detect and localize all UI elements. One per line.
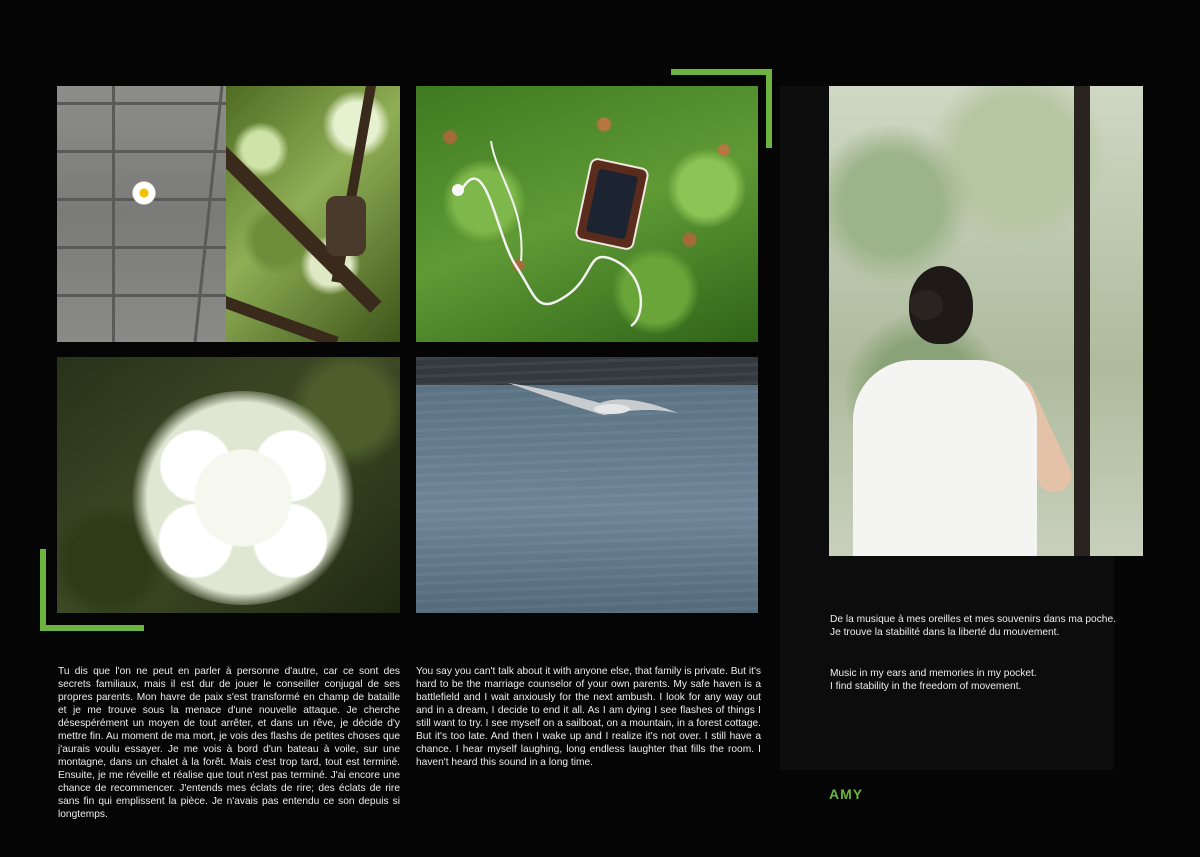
author-name: AMY <box>829 786 864 802</box>
daisy-icon <box>131 180 157 206</box>
window-frame <box>1074 86 1090 556</box>
pavement-daisy-photo <box>57 86 226 342</box>
green-corner-bracket-bottom-left <box>40 549 144 631</box>
english-caption <box>830 667 1130 693</box>
english-caption-line-1: Music in my ears and memories in my pocket. <box>830 668 1037 679</box>
white-flower-icon <box>125 391 361 605</box>
pavement-joint <box>194 86 224 342</box>
pavement-joint <box>112 86 115 342</box>
french-caption <box>830 613 1130 639</box>
gull-over-water-photo <box>416 357 758 613</box>
woman-at-window-photo <box>829 86 1143 556</box>
climber-figure <box>326 196 366 256</box>
english-caption-line-2: I find stability in the freedom of movement. <box>830 681 1022 692</box>
french-caption-line-2: Je trouve la stabilité dans la liberté du mouvement. <box>830 627 1060 638</box>
french-story-text: Tu dis que l'on ne peut en parler à personne d'autre, car ce sont des secrets familiaux, mais il est dur de jouer le conseiller conjugal de ses propres parents. Mon havre de paix s'est transformé en champ de bataille et je me trouve sous la menace d'une nouvelle attaque. Je cherche désespérément un moyen de tout arrêter, et dans un rêve, je décide d'y mettre fin. Au moment de ma mort, je vois des flashs de petites choses que j'aurais voulu essayer. Je me vois à bord d'un bateau à voile, sur une montagne, dans un chalet à la forêt. Mais c'est trop tard, tout est terminé. Ensuite, je me réveille et réalise que tout n'est pas terminé. J'ai encore une chance de recommencer. J'entends mes éclats de rire; des éclats de rire sans fin qui emplissent la pièce. Je n'avais pas entendu ce son depuis si longtemps. <box>58 666 400 820</box>
tree-branch <box>226 296 339 342</box>
hair-bun <box>909 290 943 320</box>
gull-icon <box>508 375 678 415</box>
green-corner-bracket-top-right <box>671 69 772 148</box>
white-hoodie <box>853 360 1037 556</box>
english-story-text: You say you can't talk about it with anyone else, that family is private. But it's hard to be the marriage counselor of your own parents. My safe haven is a battlefield and I wait anxiously for the next ambush. I look for any way out and in a dream, I decide to end it all. As I am dying I see flashes of things I still want to try. I see myself on a sailboat, on a mountain, in a forest cottage. But it's too late. And then I wake up and I realize it's not over. I still have a chance. I hear myself laughing, long endless laughter that fills the room. I haven't heard this sound in a long time. <box>416 666 761 768</box>
tree-climber-photo <box>226 86 400 342</box>
phone-screen <box>586 169 638 240</box>
french-caption-line-1: De la musique à mes oreilles et mes souvenirs dans ma poche. <box>830 614 1116 625</box>
